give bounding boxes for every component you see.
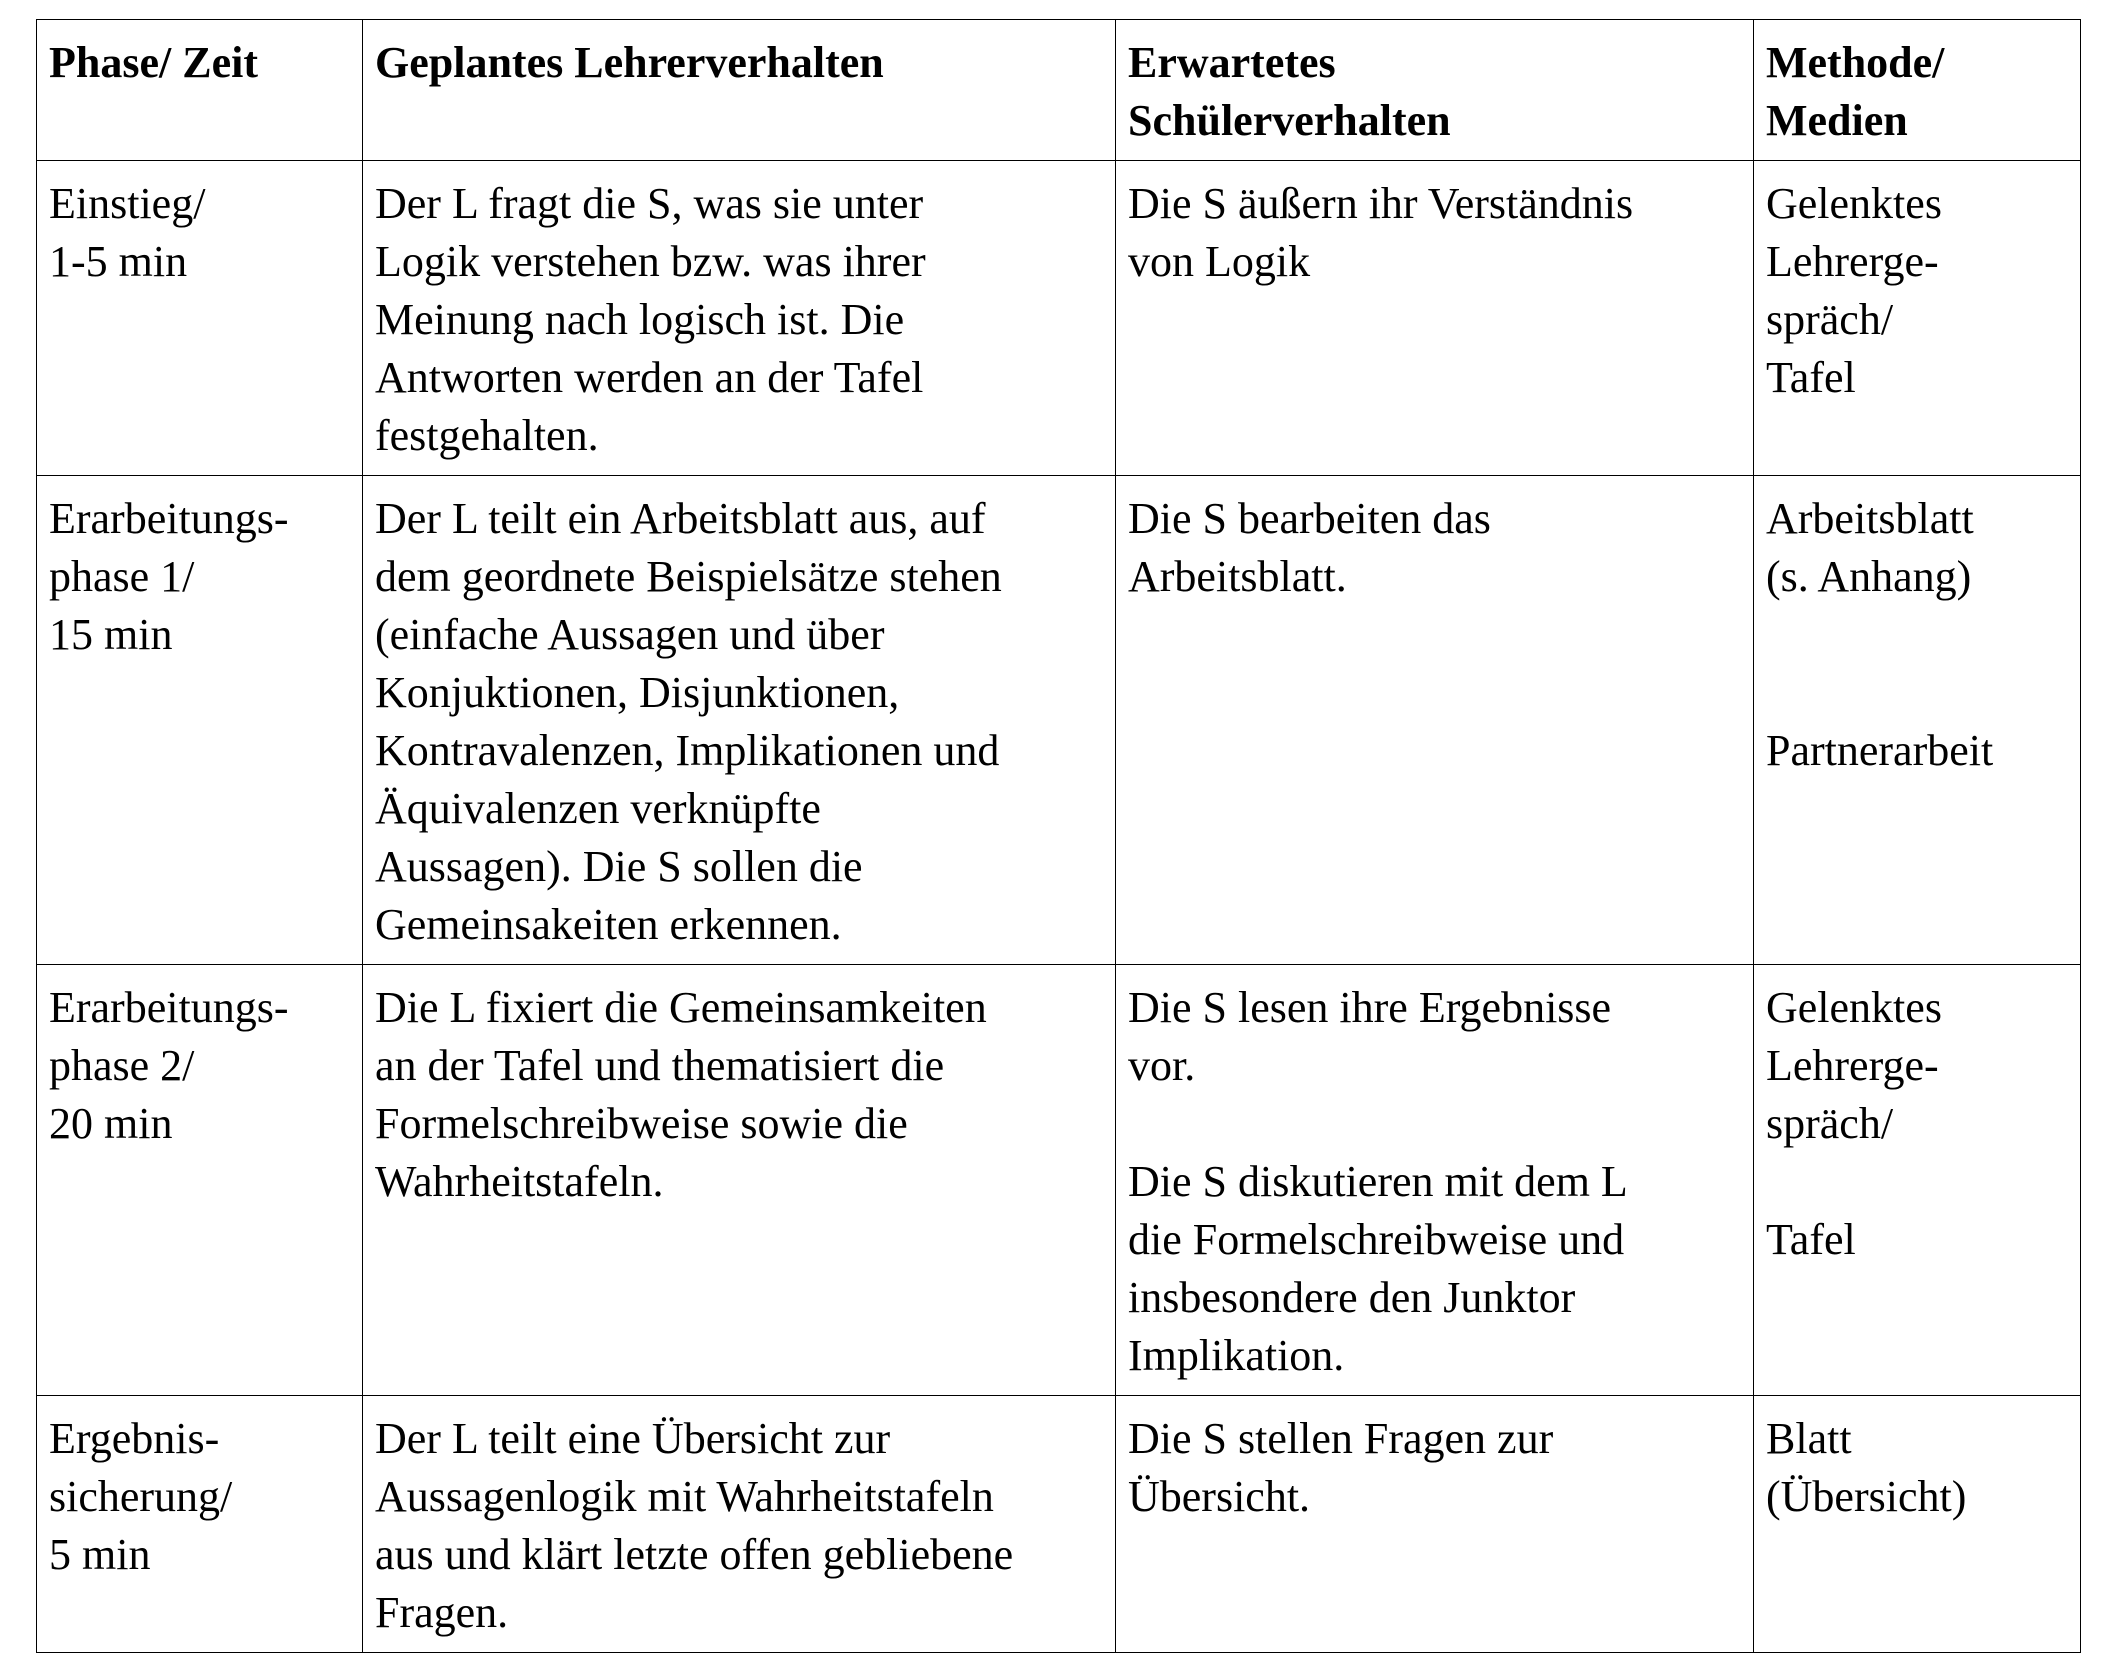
cell-phase bbox=[37, 476, 363, 965]
cell-text: Implikation. bbox=[1128, 1331, 1345, 1380]
cell-text: 1-5 min bbox=[49, 237, 188, 286]
cell-text: Erarbeitungs- bbox=[49, 494, 289, 543]
lesson-plan-table bbox=[36, 19, 2081, 1653]
cell-text: Einstieg/ bbox=[49, 179, 206, 228]
cell-text: spräch/ bbox=[1766, 295, 1894, 344]
table-header-row bbox=[37, 20, 2081, 161]
cell-phase bbox=[37, 161, 363, 476]
header-text: Medien bbox=[1766, 96, 1908, 145]
table-row bbox=[37, 476, 2081, 965]
cell-text: Antworten werden an der Tafel bbox=[375, 353, 924, 402]
cell-text: 5 min bbox=[49, 1530, 151, 1579]
cell-text: phase 1/ bbox=[49, 552, 195, 601]
header-text: Geplantes Lehrerverhalten bbox=[375, 38, 884, 87]
cell-phase bbox=[37, 1396, 363, 1653]
cell-lehrer bbox=[363, 1396, 1116, 1653]
cell-text: Gemeinsakeiten erkennen. bbox=[375, 900, 842, 949]
table-row bbox=[37, 161, 2081, 476]
cell-text: Blatt bbox=[1766, 1414, 1852, 1463]
cell-methode bbox=[1754, 476, 2081, 965]
header-methode-medien bbox=[1754, 20, 2081, 161]
cell-text: Logik verstehen bzw. was ihrer bbox=[375, 237, 926, 286]
cell-text: von Logik bbox=[1128, 237, 1311, 286]
cell-text: Übersicht. bbox=[1128, 1472, 1311, 1521]
header-text: Erwartetes bbox=[1128, 38, 1336, 87]
cell-text: vor. bbox=[1128, 1041, 1196, 1090]
cell-text: Der L teilt ein Arbeitsblatt aus, auf bbox=[375, 494, 986, 543]
cell-text: Der L fragt die S, was sie unter bbox=[375, 179, 924, 228]
cell-text: Die S diskutieren mit dem L bbox=[1128, 1157, 1628, 1206]
cell-text: Arbeitsblatt. bbox=[1128, 552, 1347, 601]
cell-text: 15 min bbox=[49, 610, 173, 659]
cell-text: (einfache Aussagen und über bbox=[375, 610, 885, 659]
cell-text: Arbeitsblatt bbox=[1766, 494, 1974, 543]
cell-text: phase 2/ bbox=[49, 1041, 195, 1090]
table-row bbox=[37, 1396, 2081, 1653]
cell-text: Gelenktes bbox=[1766, 179, 1942, 228]
cell-spacer bbox=[1128, 1095, 1743, 1153]
header-lehrerverhalten bbox=[363, 20, 1116, 161]
cell-text: an der Tafel und thematisiert die bbox=[375, 1041, 945, 1090]
header-text: Phase/ Zeit bbox=[49, 38, 258, 87]
cell-text: Partnerarbeit bbox=[1766, 726, 1994, 775]
cell-text: Gelenktes bbox=[1766, 983, 1942, 1032]
cell-phase bbox=[37, 965, 363, 1396]
cell-text: Aussagenlogik mit Wahrheitstafeln bbox=[375, 1472, 994, 1521]
header-phase-zeit bbox=[37, 20, 363, 161]
cell-text: Die S äußern ihr Verständnis bbox=[1128, 179, 1634, 228]
cell-text: Aussagen). Die S sollen die bbox=[375, 842, 863, 891]
cell-text: festgehalten. bbox=[375, 411, 599, 460]
cell-text: sicherung/ bbox=[49, 1472, 233, 1521]
cell-text: Die L fixiert die Gemeinsamkeiten bbox=[375, 983, 987, 1032]
cell-text: Tafel bbox=[1766, 353, 1856, 402]
cell-text: Der L teilt eine Übersicht zur bbox=[375, 1414, 891, 1463]
header-text: Schülerverhalten bbox=[1128, 96, 1451, 145]
cell-text: spräch/ bbox=[1766, 1099, 1894, 1148]
cell-text: Lehrerge- bbox=[1766, 237, 1939, 286]
cell-text: aus und klärt letzte offen gebliebene bbox=[375, 1530, 1014, 1579]
cell-text: Meinung nach logisch ist. Die bbox=[375, 295, 905, 344]
cell-text: Fragen. bbox=[375, 1588, 509, 1637]
header-schuelerverhalten bbox=[1116, 20, 1754, 161]
cell-lehrer bbox=[363, 161, 1116, 476]
cell-text: Ergebnis- bbox=[49, 1414, 220, 1463]
cell-text: Lehrerge- bbox=[1766, 1041, 1939, 1090]
cell-text: die Formelschreibweise und bbox=[1128, 1215, 1625, 1264]
cell-text: insbesondere den Junktor bbox=[1128, 1273, 1576, 1322]
cell-text: (s. Anhang) bbox=[1766, 552, 1972, 601]
cell-methode bbox=[1754, 161, 2081, 476]
cell-text: 20 min bbox=[49, 1099, 173, 1148]
cell-spacer bbox=[1766, 1153, 2070, 1211]
cell-schueler bbox=[1116, 965, 1754, 1396]
cell-text: Die S lesen ihre Ergebnisse bbox=[1128, 983, 1612, 1032]
cell-schueler bbox=[1116, 476, 1754, 965]
cell-text: Konjuktionen, Disjunktionen, bbox=[375, 668, 900, 717]
cell-methode bbox=[1754, 965, 2081, 1396]
table-row bbox=[37, 965, 2081, 1396]
cell-text: Erarbeitungs- bbox=[49, 983, 289, 1032]
cell-lehrer bbox=[363, 476, 1116, 965]
header-text: Methode/ bbox=[1766, 38, 1945, 87]
cell-text: Äquivalenzen verknüpfte bbox=[375, 784, 821, 833]
cell-text: Die S stellen Fragen zur bbox=[1128, 1414, 1554, 1463]
cell-spacer bbox=[1766, 606, 2070, 722]
cell-text: Tafel bbox=[1766, 1215, 1856, 1264]
cell-methode bbox=[1754, 1396, 2081, 1653]
cell-text: Die S bearbeiten das bbox=[1128, 494, 1491, 543]
document-page bbox=[36, 19, 2081, 1653]
cell-text: Formelschreibweise sowie die bbox=[375, 1099, 908, 1148]
cell-text: Wahrheitstafeln. bbox=[375, 1157, 664, 1206]
cell-text: Kontravalenzen, Implikationen und bbox=[375, 726, 1000, 775]
cell-schueler bbox=[1116, 1396, 1754, 1653]
cell-lehrer bbox=[363, 965, 1116, 1396]
cell-text: (Übersicht) bbox=[1766, 1472, 1967, 1521]
cell-schueler bbox=[1116, 161, 1754, 476]
cell-text: dem geordnete Beispielsätze stehen bbox=[375, 552, 1002, 601]
